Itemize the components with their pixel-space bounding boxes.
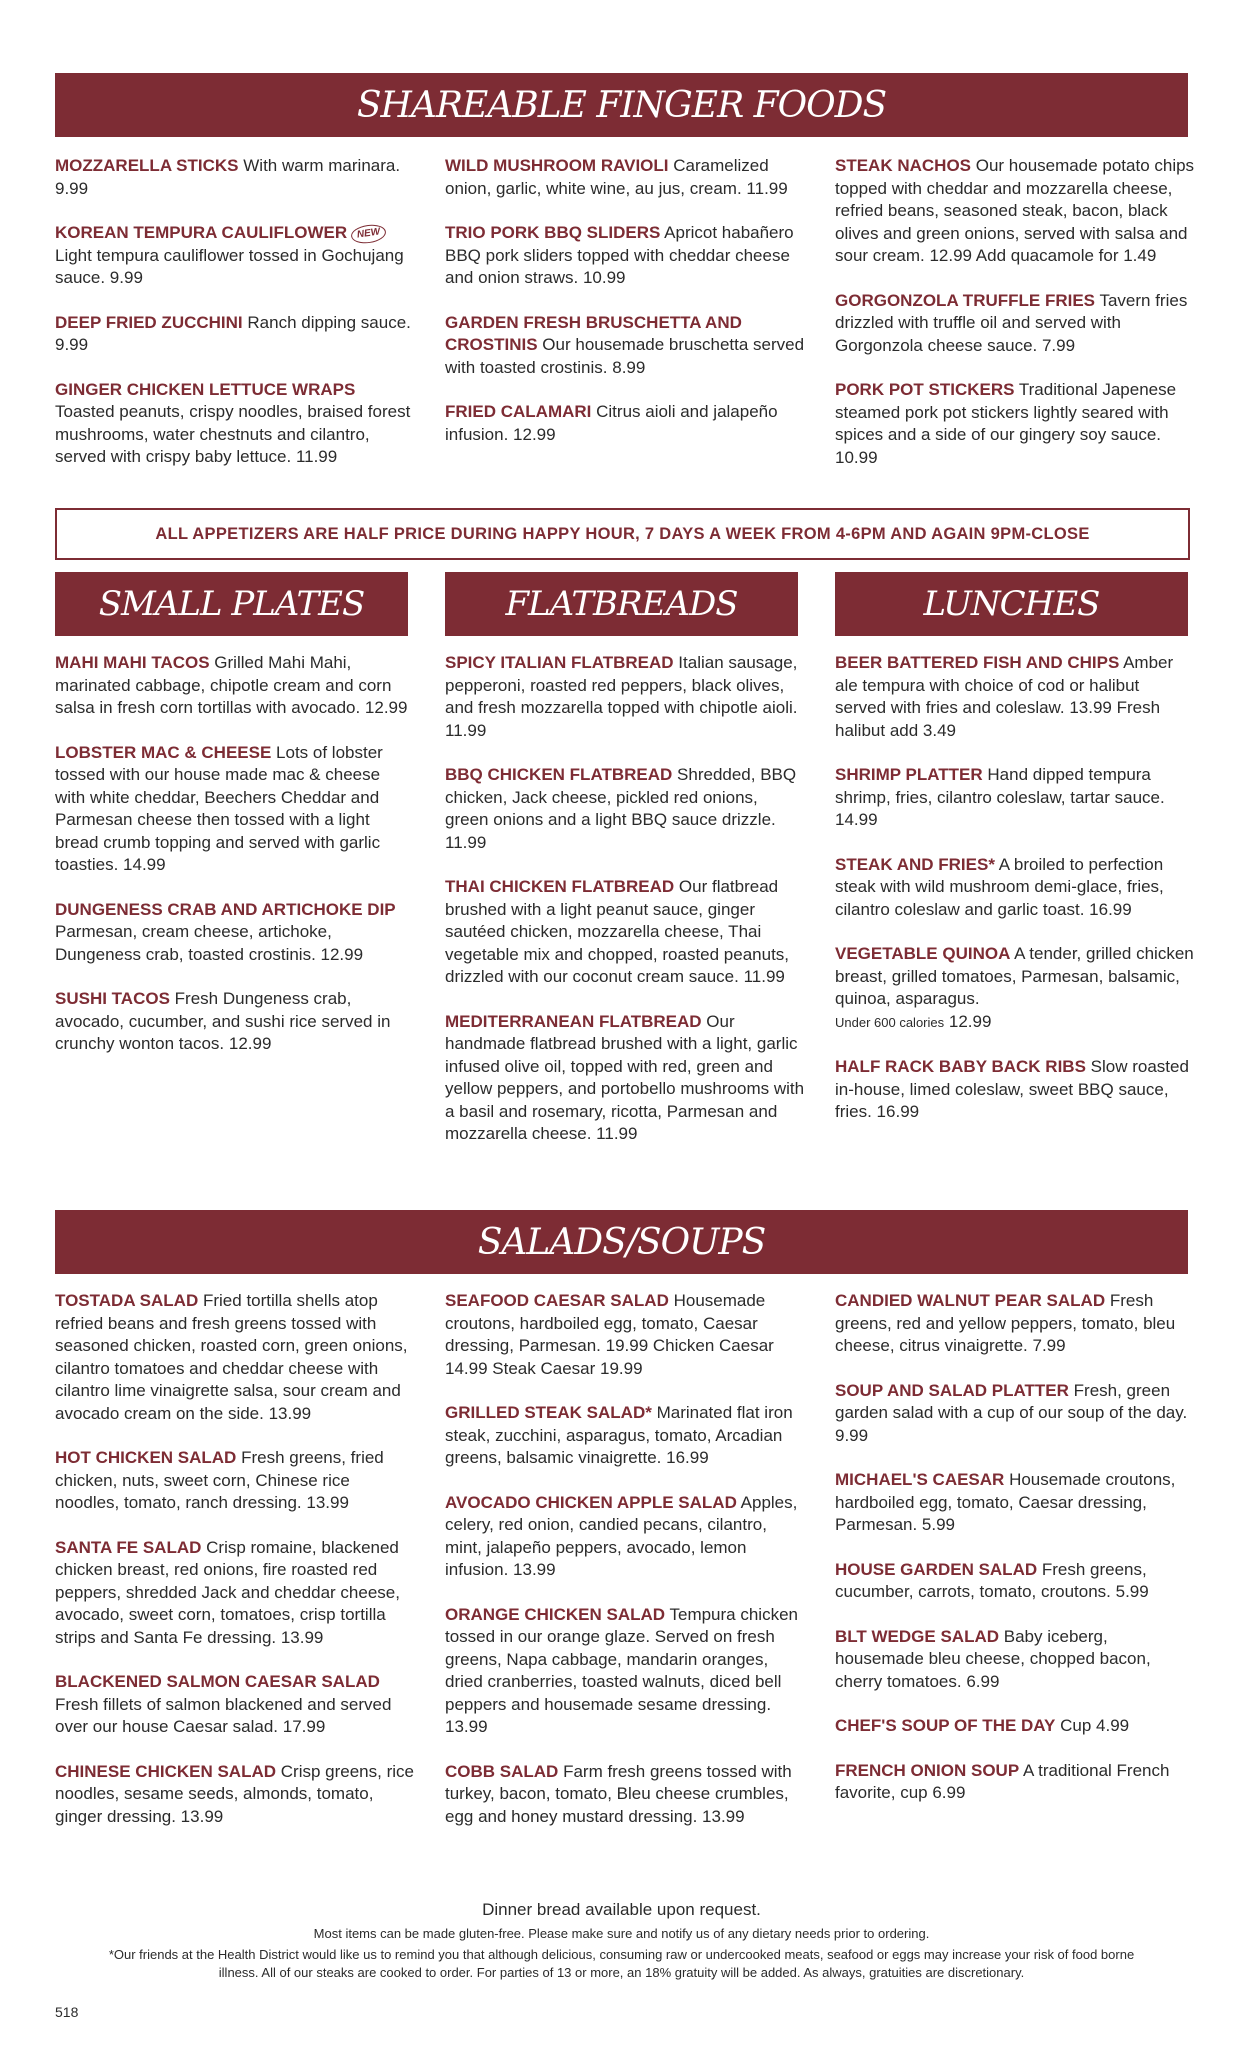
menu-item-name: BLACKENED SALMON CAESAR SALAD bbox=[55, 1672, 380, 1691]
footer-gluten-note: Most items can be made gluten-free. Please make sure and notify us of any dietary needs prior to ordering. bbox=[313, 1926, 930, 1941]
new-badge: NEW bbox=[350, 223, 388, 246]
menu-item bbox=[55, 899, 415, 967]
menu-item-description: Fresh greens, fried chicken, nuts, sweet corn, Chinese rice noodles, tomato, ranch dressing. 13.99 bbox=[55, 1448, 384, 1512]
menu-item bbox=[835, 379, 1195, 469]
menu-item bbox=[835, 854, 1195, 922]
section-banner-shareable bbox=[55, 73, 1188, 137]
menu-item-description: Fresh, green garden salad with a cup of our soup of the day. 9.99 bbox=[835, 1380, 1188, 1445]
menu-item bbox=[55, 1537, 415, 1650]
menu-item-description: Slow roasted in-house, limed coleslaw, sweet BBQ sauce, fries. 16.99 bbox=[835, 1057, 1189, 1121]
menu-item-name: BEER BATTERED FISH AND CHIPS bbox=[835, 653, 1120, 672]
menu-item-name: GARDEN FRESH BRUSCHETTA AND CROSTINIS bbox=[445, 312, 742, 354]
shareable-column-3 bbox=[835, 155, 1195, 491]
menu-item-name: BLT WEDGE SALAD bbox=[835, 1626, 1000, 1646]
menu-item bbox=[55, 379, 415, 469]
footer-health-warning: *Our friends at the Health District would like us to remind you that although delicious, consuming raw or undercooked meats, seafood or eggs may increase your risk of food borne illness. All of our steaks are cooked to order. For parties of 13 or more, an 18% gratuity will be added. As always, gratuities are discretionary. bbox=[108, 1947, 1135, 1980]
menu-item-name: SHRIMP PLATTER bbox=[835, 765, 983, 784]
menu-item-description: Apricot habañero BBQ pork sliders topped with cheddar cheese and onion straws. 10.99 bbox=[445, 223, 794, 287]
menu-item bbox=[835, 1559, 1195, 1604]
menu-item-name: WILD MUSHROOM RAVIOLI bbox=[445, 156, 669, 175]
menu-item-name: HALF RACK BABY BACK RIBS bbox=[835, 1057, 1086, 1076]
section-banner-flatbreads bbox=[445, 572, 798, 636]
menu-item-name: LOBSTER MAC & CHEESE bbox=[55, 742, 272, 762]
menu-item-name: GINGER CHICKEN LETTUCE WRAPS bbox=[55, 379, 356, 399]
menu-item-description: Our handmade flatbread brushed with a light, garlic infused olive oil, topped with red, green and yellow peppers, and portobello mushrooms with a basil and rosemary, ricotta, Parmesan and mozzarella cheese. 11.99 bbox=[445, 1011, 805, 1143]
salads-column-1 bbox=[55, 1290, 415, 1850]
menu-item-description: Tempura chicken tossed in our orange glaze. Served on fresh greens, Napa cabbage, mandarin oranges, dried cranberries, toasted walnuts, diced bell peppers and housemade sesame dressing. 13.99 bbox=[445, 1604, 798, 1736]
menu-item-description: Housemade croutons, hardboiled egg, tomato, Caesar dressing, Parmesan. 5.99 bbox=[835, 1470, 1176, 1534]
menu-item-description: Caramelized onion, garlic, white wine, au jus, cream. 11.99 bbox=[445, 156, 788, 198]
menu-item bbox=[55, 312, 415, 357]
menu-item-description: Our housemade potato chips topped with cheddar and mozzarella cheese, refried beans, seasoned steak, bacon, black olives and green onions, served with salsa and sour cream. 12.99 Add quacamole for 1.49 bbox=[835, 156, 1195, 265]
menu-item bbox=[835, 1760, 1195, 1805]
lunches-column bbox=[835, 652, 1195, 1146]
section-banner-salads bbox=[55, 1210, 1188, 1274]
section-title: SMALL PLATES bbox=[98, 584, 365, 624]
menu-item-description: Italian sausage, pepperoni, roasted red peppers, black olives, and fresh mozzarella topped with chipotle aioli. 11.99 bbox=[445, 653, 798, 740]
menu-item-description: Shredded, BBQ chicken, Jack cheese, pickled red onions, green onions and a light BBQ sauce drizzle. 11.99 bbox=[445, 765, 797, 852]
menu-item bbox=[55, 1761, 415, 1829]
menu-item-name: DEEP FRIED ZUCCHINI bbox=[55, 312, 243, 332]
menu-item-description: Traditional Japenese steamed pork pot stickers lightly seared with spices and a side of our gingery soy sauce. 10.99 bbox=[835, 380, 1177, 467]
shareable-column-1 bbox=[55, 155, 415, 491]
menu-item-name: MAHI MAHI TACOS bbox=[55, 653, 210, 672]
menu-item-name: ORANGE CHICKEN SALAD bbox=[445, 1604, 666, 1624]
menu-item-description: Fresh fillets of salmon blackened and served over our house Caesar salad. 17.99 bbox=[55, 1694, 392, 1736]
menu-item-name: HOUSE GARDEN SALAD bbox=[835, 1559, 1038, 1579]
menu-item-price: 12.99 bbox=[948, 1011, 992, 1031]
menu-item-name: CHINESE CHICKEN SALAD bbox=[55, 1761, 277, 1781]
menu-item-name: SEAFOOD CAESAR SALAD bbox=[445, 1291, 669, 1310]
menu-item-name: AVOCADO CHICKEN APPLE SALAD bbox=[445, 1492, 737, 1512]
salads-column-3 bbox=[835, 1290, 1195, 1827]
salads-column-2 bbox=[445, 1290, 805, 1850]
menu-item-name: SUSHI TACOS bbox=[55, 989, 170, 1008]
menu-item-description: Grilled Mahi Mahi, marinated cabbage, chipotle cream and corn salsa in fresh corn tortillas with avocado. 12.99 bbox=[55, 653, 408, 717]
menu-item bbox=[835, 1626, 1195, 1694]
menu-item bbox=[445, 652, 805, 742]
menu-item-name: KOREAN TEMPURA CAULIFLOWER bbox=[55, 223, 348, 242]
menu-item bbox=[445, 1011, 805, 1146]
menu-item bbox=[445, 155, 805, 200]
menu-item-description: Fresh Dungeness crab, avocado, cucumber, and sushi rice served in crunchy wonton tacos. 12.99 bbox=[55, 989, 391, 1053]
menu-item-description: Fresh greens, red and yellow peppers, tomato, bleu cheese, citrus vinaigrette. 7.99 bbox=[835, 1291, 1176, 1355]
menu-item-name: CANDIED WALNUT PEAR SALAD bbox=[835, 1291, 1106, 1310]
menu-item-description: Hand dipped tempura shrimp, fries, cilantro coleslaw, tartar sauce. 14.99 bbox=[835, 765, 1165, 829]
menu-item bbox=[835, 1290, 1195, 1358]
section-title: LUNCHES bbox=[923, 584, 1100, 624]
footer-bread-note: Dinner bread available upon request. bbox=[482, 1900, 761, 1919]
menu-item bbox=[835, 290, 1195, 358]
section-banner-small-plates bbox=[55, 572, 408, 636]
menu-item-description: With warm marinara. 9.99 bbox=[55, 156, 401, 198]
menu-item-description: Our housemade bruschetta served with toasted crostinis. 8.99 bbox=[445, 335, 805, 377]
menu-item bbox=[55, 652, 415, 720]
menu-item bbox=[55, 1671, 415, 1739]
menu-item-name: FRIED CALAMARI bbox=[445, 402, 592, 421]
menu-item-description: Farm fresh greens tossed with turkey, bacon, tomato, Bleu cheese crumbles, egg and honey mustard dressing. 13.99 bbox=[445, 1761, 792, 1826]
menu-item-name: CHEF'S SOUP OF THE DAY bbox=[835, 1716, 1056, 1735]
menu-item bbox=[55, 1290, 415, 1425]
menu-item bbox=[55, 742, 415, 877]
page-number: 518 bbox=[55, 2004, 79, 2020]
menu-item bbox=[445, 1761, 805, 1829]
menu-item-description: Light tempura cauliflower tossed in Gochujang sauce. 9.99 bbox=[55, 245, 404, 287]
menu-item-description: Lots of lobster tossed with our house made mac & cheese with white cheddar, Beechers Cheddar and Parmesan cheese then tossed with a light bread crumb topping and served with garlic toasties. 14.99 bbox=[55, 742, 383, 874]
menu-item bbox=[835, 1380, 1195, 1448]
menu-item-description: Crisp romaine, blackened chicken breast, red onions, fire roasted red peppers, shredded Jack and cheddar cheese, avocado, sweet corn, tomatoes, crisp tortilla strips and Santa Fe dressing. 13.99 bbox=[55, 1537, 400, 1647]
menu-item bbox=[835, 764, 1195, 832]
menu-item bbox=[835, 1469, 1195, 1537]
menu-item bbox=[445, 1402, 805, 1470]
menu-item-name: MICHAEL'S CAESAR bbox=[835, 1470, 1005, 1489]
menu-item bbox=[445, 401, 805, 446]
menu-item-description: Citrus aioli and jalapeño infusion. 12.99 bbox=[445, 402, 778, 444]
menu-item bbox=[835, 943, 1195, 1034]
menu-item-description: Cup 4.99 bbox=[1060, 1716, 1130, 1735]
menu-item bbox=[835, 1056, 1195, 1124]
menu-item-description: Amber ale tempura with choice of cod or halibut served with fries and coleslaw. 13.99 Fresh halibut add 3.49 bbox=[835, 653, 1174, 740]
shareable-column-2 bbox=[445, 155, 805, 468]
section-title: FLATBREADS bbox=[505, 584, 738, 624]
section-title: SALADS/SOUPS bbox=[477, 1221, 766, 1263]
calorie-note: Under 600 calories bbox=[835, 1014, 945, 1030]
menu-item bbox=[55, 988, 415, 1056]
menu-item bbox=[55, 155, 415, 200]
menu-item bbox=[55, 1447, 415, 1515]
menu-item bbox=[445, 222, 805, 290]
menu-item-name: GRILLED STEAK SALAD* bbox=[445, 1403, 652, 1422]
menu-item-description: Housemade croutons, hardboiled egg, tomato, Caesar dressing, Parmesan. 19.99 Chicken Caesar 14.99 Steak Caesar 19.99 bbox=[445, 1291, 774, 1378]
menu-item-name: VEGETABLE QUINOA bbox=[835, 944, 1011, 963]
menu-item-name: FRENCH ONION SOUP bbox=[835, 1760, 1020, 1780]
menu-item-description: Fresh greens, cucumber, carrots, tomato, croutons. 5.99 bbox=[835, 1559, 1149, 1601]
menu-item-description: Our flatbread brushed with a light peanut sauce, ginger sautéed chicken, mozzarella cheese, Thai vegetable mix and chopped, roasted peanuts, drizzled with our coconut cream sauce. 11.99 bbox=[445, 877, 790, 986]
menu-item-name: TOSTADA SALAD bbox=[55, 1291, 199, 1310]
menu-item bbox=[835, 652, 1195, 742]
menu-item bbox=[445, 876, 805, 989]
menu-item bbox=[445, 1492, 805, 1582]
menu-item bbox=[835, 1715, 1195, 1738]
menu-item-description: Toasted peanuts, crispy noodles, braised forest mushrooms, water chestnuts and cilantro, served with crispy baby lettuce. 11.99 bbox=[55, 402, 411, 466]
menu-item bbox=[445, 1604, 805, 1739]
happy-hour-notice bbox=[55, 508, 1190, 560]
menu-item-description: Parmesan, cream cheese, artichoke, Dungeness crab, toasted crostinis. 12.99 bbox=[55, 922, 364, 964]
menu-item bbox=[835, 155, 1195, 268]
menu-item-description: Baby iceberg, housemade bleu cheese, chopped bacon, cherry tomatoes. 6.99 bbox=[835, 1626, 1151, 1691]
section-title: SHAREABLE FINGER FOODS bbox=[356, 84, 887, 126]
menu-item-description: Apples, celery, red onion, candied pecans, cilantro, mint, jalapeño peppers, avocado, lemon infusion. 13.99 bbox=[445, 1492, 798, 1579]
menu-item-name: SOUP AND SALAD PLATTER bbox=[835, 1380, 1069, 1400]
menu-item-description: Tavern fries drizzled with truffle oil and served with Gorgonzola cheese sauce. 7.99 bbox=[835, 290, 1188, 355]
menu-item-name: TRIO PORK BBQ SLIDERS bbox=[445, 223, 661, 242]
small-plates-column bbox=[55, 652, 415, 1078]
menu-item-name: PORK POT STICKERS bbox=[835, 380, 1015, 399]
menu-item-description: Fried tortilla shells atop refried beans and fresh greens tossed with seasoned chicken, roasted corn, green onions, cilantro tomatoes and cheddar cheese with cilantro lime vinaigrette salsa, sour cream and avocado cream on the side. 13.99 bbox=[55, 1291, 408, 1423]
menu-item-description: Marinated flat iron steak, zucchini, asparagus, tomato, Arcadian greens, balsamic vinaigrette. 16.99 bbox=[445, 1403, 793, 1467]
section-banner-lunches bbox=[835, 572, 1188, 636]
menu-item bbox=[55, 222, 415, 290]
menu-item bbox=[445, 312, 805, 380]
menu-item bbox=[445, 764, 805, 854]
flatbreads-column bbox=[445, 652, 805, 1168]
menu-item-name: COBB SALAD bbox=[445, 1761, 559, 1781]
menu-item-name: STEAK NACHOS bbox=[835, 156, 972, 175]
menu-item bbox=[445, 1290, 805, 1380]
menu-item-description: Crisp greens, rice noodles, sesame seeds, almonds, tomato, ginger dressing. 13.99 bbox=[55, 1761, 414, 1826]
menu-item-name: HOT CHICKEN SALAD bbox=[55, 1448, 237, 1467]
menu-item-name: SANTA FE SALAD bbox=[55, 1537, 202, 1557]
menu-item-description: A traditional French favorite, cup 6.99 bbox=[835, 1760, 1170, 1802]
menu-item-name: THAI CHICKEN FLATBREAD bbox=[445, 877, 675, 896]
menu-item-name: MOZZARELLA STICKS bbox=[55, 156, 239, 175]
menu-item-name: MEDITERRANEAN FLATBREAD bbox=[445, 1011, 702, 1031]
menu-item-name: BBQ CHICKEN FLATBREAD bbox=[445, 765, 673, 784]
menu-item-description: A tender, grilled chicken breast, grilled tomatoes, Parmesan, balsamic, quinoa, asparagus. bbox=[835, 944, 1194, 1008]
menu-item-name: SPICY ITALIAN FLATBREAD bbox=[445, 653, 674, 672]
menu-item-description: A broiled to perfection steak with wild mushroom demi-glace, fries, cilantro coleslaw and garlic toast. 16.99 bbox=[835, 854, 1164, 919]
menu-item-name: STEAK AND FRIES* bbox=[835, 854, 995, 874]
menu-item-description: Ranch dipping sauce. 9.99 bbox=[55, 312, 411, 354]
menu-item-name: GORGONZOLA TRUFFLE FRIES bbox=[835, 290, 1096, 310]
happy-hour-text: ALL APPETIZERS ARE HALF PRICE DURING HAPPY HOUR, 7 DAYS A WEEK FROM 4-6PM AND AGAIN 9PM-CLOSE bbox=[155, 524, 1090, 543]
menu-item-name: DUNGENESS CRAB AND ARTICHOKE DIP bbox=[55, 899, 396, 919]
